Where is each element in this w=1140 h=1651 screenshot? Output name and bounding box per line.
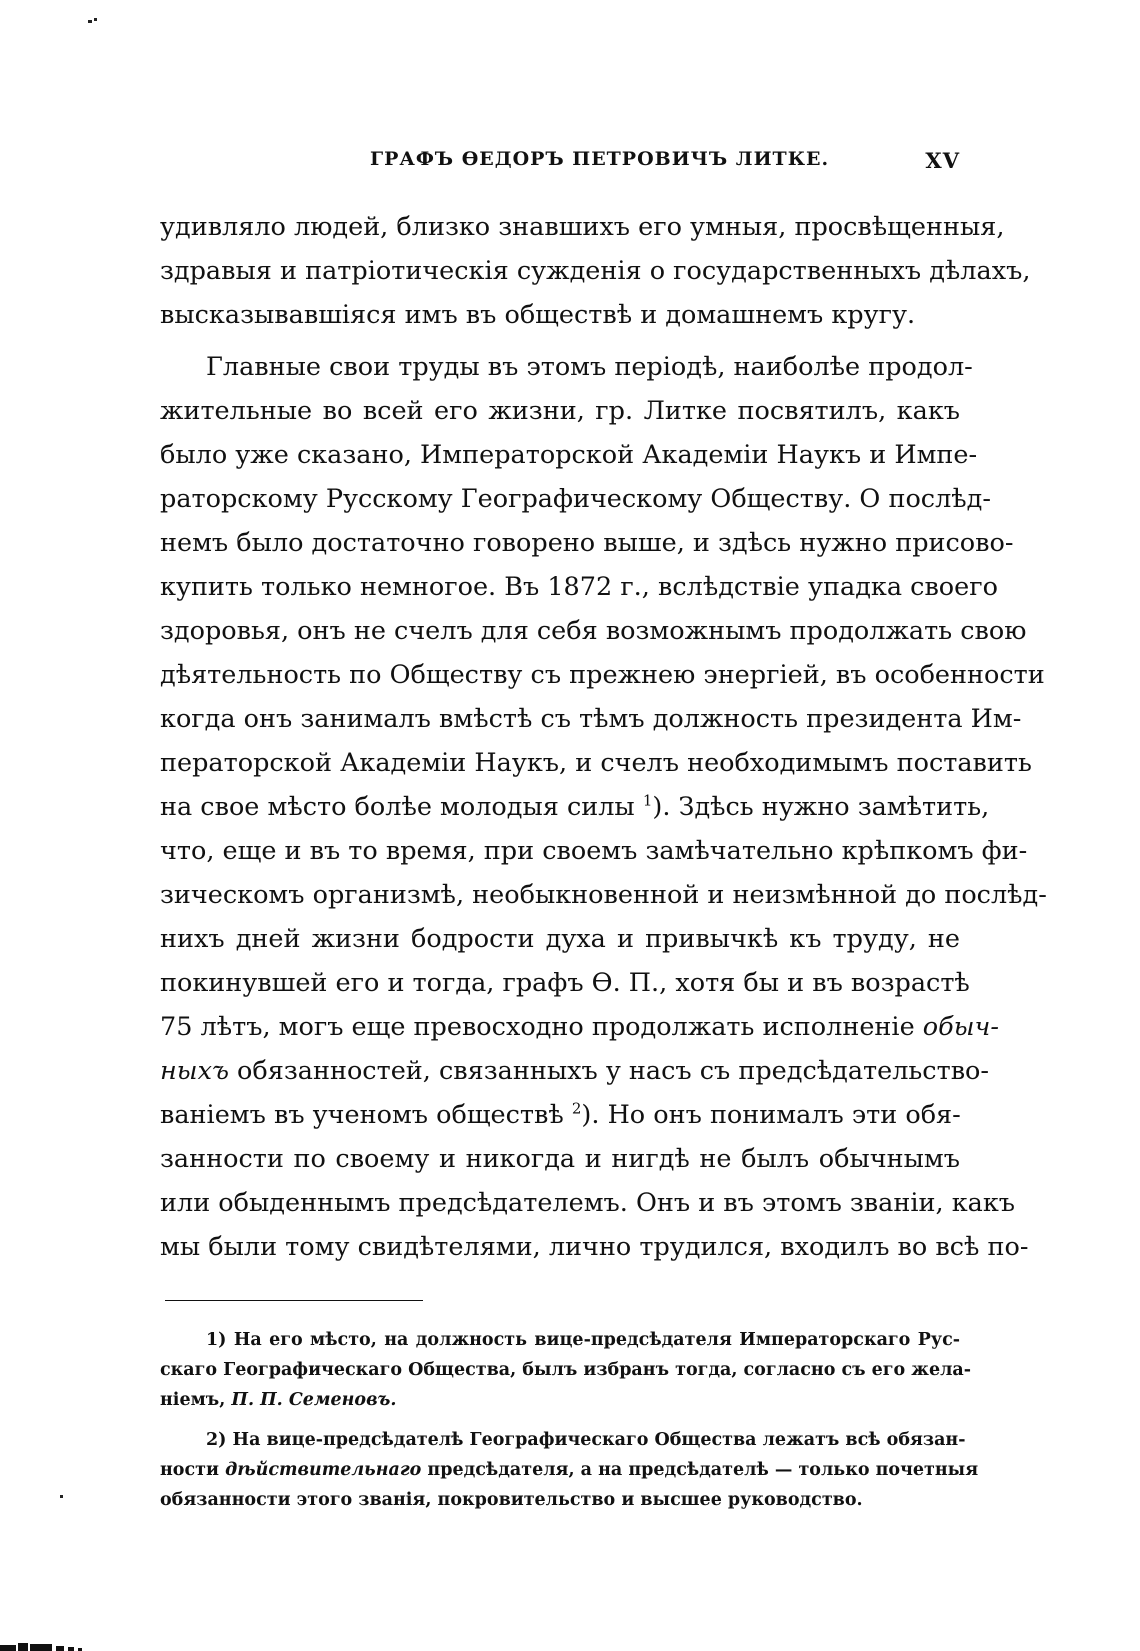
- running-head: [160, 148, 960, 176]
- text-line-with-footnote-ref: [160, 785, 990, 829]
- text-line: здравыя и патріотическія сужденія о государственныхъ дѣлахъ,: [160, 256, 1031, 286]
- scan-speck: [88, 20, 92, 23]
- footnote-text: ности: [160, 1460, 226, 1480]
- footnote-italic-text: дѣйствительнаго: [225, 1460, 422, 1480]
- text-line: было уже сказано, Императорской Академіи Наукъ и Импе-: [160, 440, 978, 470]
- scan-speck: [60, 1495, 63, 1498]
- text-line: мы были тому свидѣтелями, лично трудился, входилъ во всѣ по-: [160, 1232, 1029, 1262]
- text-line: дѣятельность по Обществу съ прежнею энергіей, въ особенности: [160, 660, 1045, 690]
- footnote-1-line: 1) На его мѣсто, на должность вице-предсѣдателя Императорскаго Рус-: [206, 1330, 960, 1350]
- text-line: ператорской Академіи Наукъ, и счелъ необходимымъ поставить: [160, 748, 1032, 778]
- footnote-gap: [160, 1415, 960, 1425]
- footnote-2-line: обязанности этого званія, покровительство и высшее руководство.: [160, 1490, 863, 1510]
- text-line: раторскому Русскому Географическому Обществу. О послѣд-: [160, 484, 991, 514]
- line-text: ). Но онъ понималъ эти обя-: [581, 1100, 961, 1130]
- line-text: обязанностей, связанныхъ у насъ съ предсѣдательство-: [228, 1056, 990, 1086]
- footnote-text: предсѣдателя, а на предсѣдателѣ — только почетныя: [421, 1460, 979, 1480]
- footnote-text: ніемъ,: [160, 1390, 232, 1410]
- text-line: жительные во всей его жизни, гр. Литке посвятилъ, какъ: [160, 396, 960, 426]
- footnote-rule: [165, 1300, 423, 1301]
- text-line: когда онъ занималъ вмѣстѣ съ тѣмъ должность президента Им-: [160, 704, 1022, 734]
- text-line: немъ было достаточно говорено выше, и здѣсь нужно присово-: [160, 528, 1014, 558]
- paragraph-gap: [160, 337, 960, 345]
- italic-text: обыч-: [922, 1012, 999, 1042]
- text-line: удивляло людей, близко знавшихъ его умныя, просвѣщенныя,: [160, 212, 1005, 242]
- page-number: XV: [925, 148, 960, 173]
- text-line: что, еще и въ то время, при своемъ замѣчательно крѣпкомъ фи-: [160, 836, 1028, 866]
- text-line: [160, 1005, 999, 1049]
- text-line-with-footnote-ref: [160, 1093, 960, 1137]
- text-line: Главные свои труды въ этомъ періодѣ, наиболѣе продол-: [206, 352, 973, 382]
- scan-speck: [94, 18, 97, 21]
- footnote-ref-1[interactable]: 1: [642, 791, 653, 810]
- text-line: высказывавшіяся имъ въ обществѣ и домашнемъ кругу.: [160, 300, 916, 330]
- text-line: или обыденнымъ предсѣдателемъ. Онъ и въ этомъ званіи, какъ: [160, 1188, 1016, 1218]
- body-text: [160, 205, 1047, 1269]
- text-line: купить только немногое. Въ 1872 г., вслѣдствіе упадка своего: [160, 572, 998, 602]
- footnote-1-line: [160, 1385, 960, 1415]
- text-line: нихъ дней жизни бодрости духа и привычкѣ къ труду, не: [160, 924, 960, 954]
- footnotes: [160, 1325, 979, 1515]
- text-line: здоровья, онъ не счелъ для себя возможнымъ продолжать свою: [160, 616, 1027, 646]
- footnote-1-line: скаго Географическаго Общества, былъ избранъ тогда, согласно съ его жела-: [160, 1360, 972, 1380]
- text-line: занности по своему и никогда и нигдѣ не былъ обычнымъ: [160, 1144, 960, 1174]
- footnote-2-line: 2) На вице-предсѣдателѣ Географическаго Общества лежатъ всѣ обязан-: [206, 1430, 966, 1450]
- text-line: [160, 1049, 990, 1093]
- footnote-italic-name: П. П. Семеновъ.: [231, 1390, 397, 1410]
- line-text: 75 лѣтъ, могъ еще превосходно продолжать исполненіе: [160, 1012, 923, 1042]
- line-text: на свое мѣсто болѣе молодыя силы: [160, 792, 643, 822]
- running-title: ГРАФЪ ѲЕДОРЪ ПЕТРОВИЧЪ ЛИТКЕ.: [370, 148, 830, 170]
- italic-text: ныхъ: [160, 1056, 229, 1086]
- line-text: ваніемъ въ ученомъ обществѣ: [160, 1100, 572, 1130]
- scan-edge-mark: [0, 1640, 100, 1651]
- line-text: ). Здѣсь нужно замѣтить,: [652, 792, 990, 822]
- footnote-2-line: [160, 1455, 979, 1485]
- text-line: зическомъ организмѣ, необыкновенной и неизмѣнной до послѣд-: [160, 880, 1047, 910]
- footnote-ref-2[interactable]: 2: [571, 1099, 582, 1118]
- text-line: покинувшей его и тогда, графъ Ѳ. П., хотя бы и въ возрастѣ: [160, 968, 970, 998]
